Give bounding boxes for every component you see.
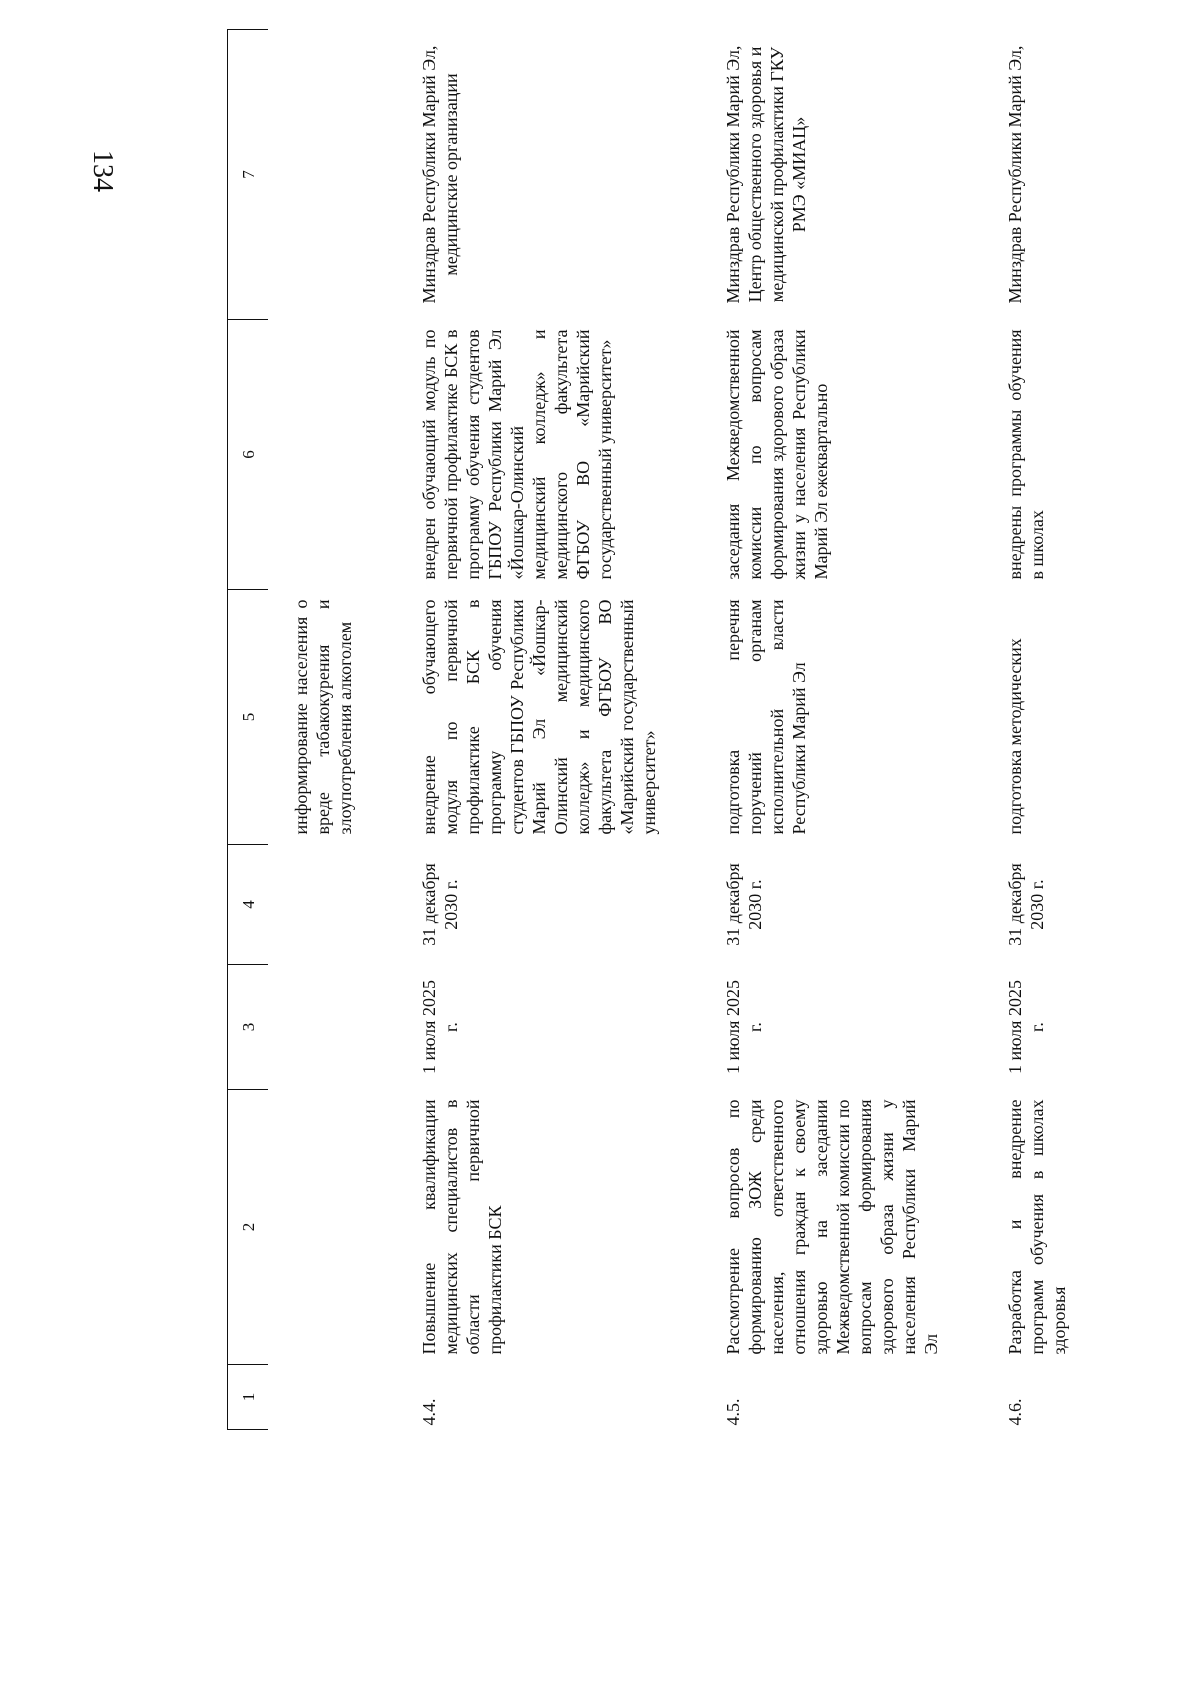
measure-name: Рассмотрение вопросов по формированию ЗОЖ среди населения, ответственного отношения граждан к своему здоровью на заседании Межведомственной комиссии по вопросам формирования здорового образа жизни у населения Республики Марий Эл: [722, 1099, 941, 1355]
executor: Минздрав Республики Марий Эл, Центр общественного здоровья и медицинской профилактики ГКУ РМЭ «МИАЦ»: [722, 45, 809, 304]
executor: Минздрав Республики Марий Эл, медицинские организации: [418, 45, 461, 304]
column-header: 6: [228, 320, 268, 590]
start-date: [268, 965, 396, 1090]
row-number: 4.6.: [1004, 1398, 1025, 1426]
end-date: 31 декабря 2030 г.: [1004, 863, 1047, 946]
end-date: 31 декабря 2030 г.: [722, 863, 765, 946]
measure-name: Повышение квалификации медицинских специалистов в области первичной профилактики БСК: [418, 1099, 505, 1355]
measures-table: [227, 29, 1110, 1430]
column-header: 2: [228, 1090, 268, 1365]
table-row: [396, 30, 700, 1430]
row-number: 4.5.: [722, 1398, 743, 1426]
column-header: 4: [228, 845, 268, 965]
result: внедрены программы обучения в школах: [1004, 329, 1047, 580]
row-number: [268, 1365, 396, 1430]
start-date: 1 июля 2025 г.: [418, 980, 461, 1074]
table-header-row: [228, 30, 268, 1430]
measure-name: [268, 1090, 396, 1365]
start-date: 1 июля 2025 г.: [722, 980, 765, 1074]
activity: внедрение обучающего модуля по первичной профилактике БСК в программу обучения студентов ГБПОУ Республики Марий Эл «Йошкар-Олинский медицинский колледж» и медицинского факультета ФГБОУ ВО «Марийский государственный университет»: [418, 599, 659, 835]
row-number: 4.4.: [418, 1398, 439, 1426]
page-number: 134: [87, 150, 118, 192]
end-date: 31 декабря 2030 г.: [418, 863, 461, 946]
column-header: 7: [228, 30, 268, 320]
column-header: 3: [228, 965, 268, 1090]
activity: подготовка перечня поручений органам исполнительной власти Республики Марий Эл: [722, 599, 809, 835]
result: [268, 320, 396, 590]
start-date: 1 июля 2025 г.: [1004, 980, 1047, 1074]
activity: подготовка методических: [1004, 638, 1025, 835]
executor: Минздрав Республики Марий Эл,: [1004, 45, 1025, 304]
table-row: [982, 30, 1110, 1430]
table-row: [700, 30, 982, 1430]
executor: [268, 30, 396, 320]
table-row: [268, 30, 396, 1430]
column-header: 5: [228, 590, 268, 845]
measure-name: Разработка и внедрение программ обучения в школах здоровья: [1004, 1099, 1069, 1355]
end-date: [268, 845, 396, 965]
activity: информирование населения о вреде табакокурения и злоупотребления алкоголем: [290, 599, 355, 835]
result: заседания Межведомственной комиссии по вопросам формирования здорового образа жизни у населения Республики Марий Эл ежеквартально: [722, 329, 831, 580]
column-header: 1: [228, 1365, 268, 1430]
rotated-table-container: [227, 30, 1127, 1430]
result: внедрен обучающий модуль по первичной профилактике БСК в программу обучения студентов ГБПОУ Республики Марий Эл «Йошкар-Олинский медицинский колледж» и медицинского факультета ФГБОУ ВО «Марийский государственный университет»: [418, 329, 615, 580]
